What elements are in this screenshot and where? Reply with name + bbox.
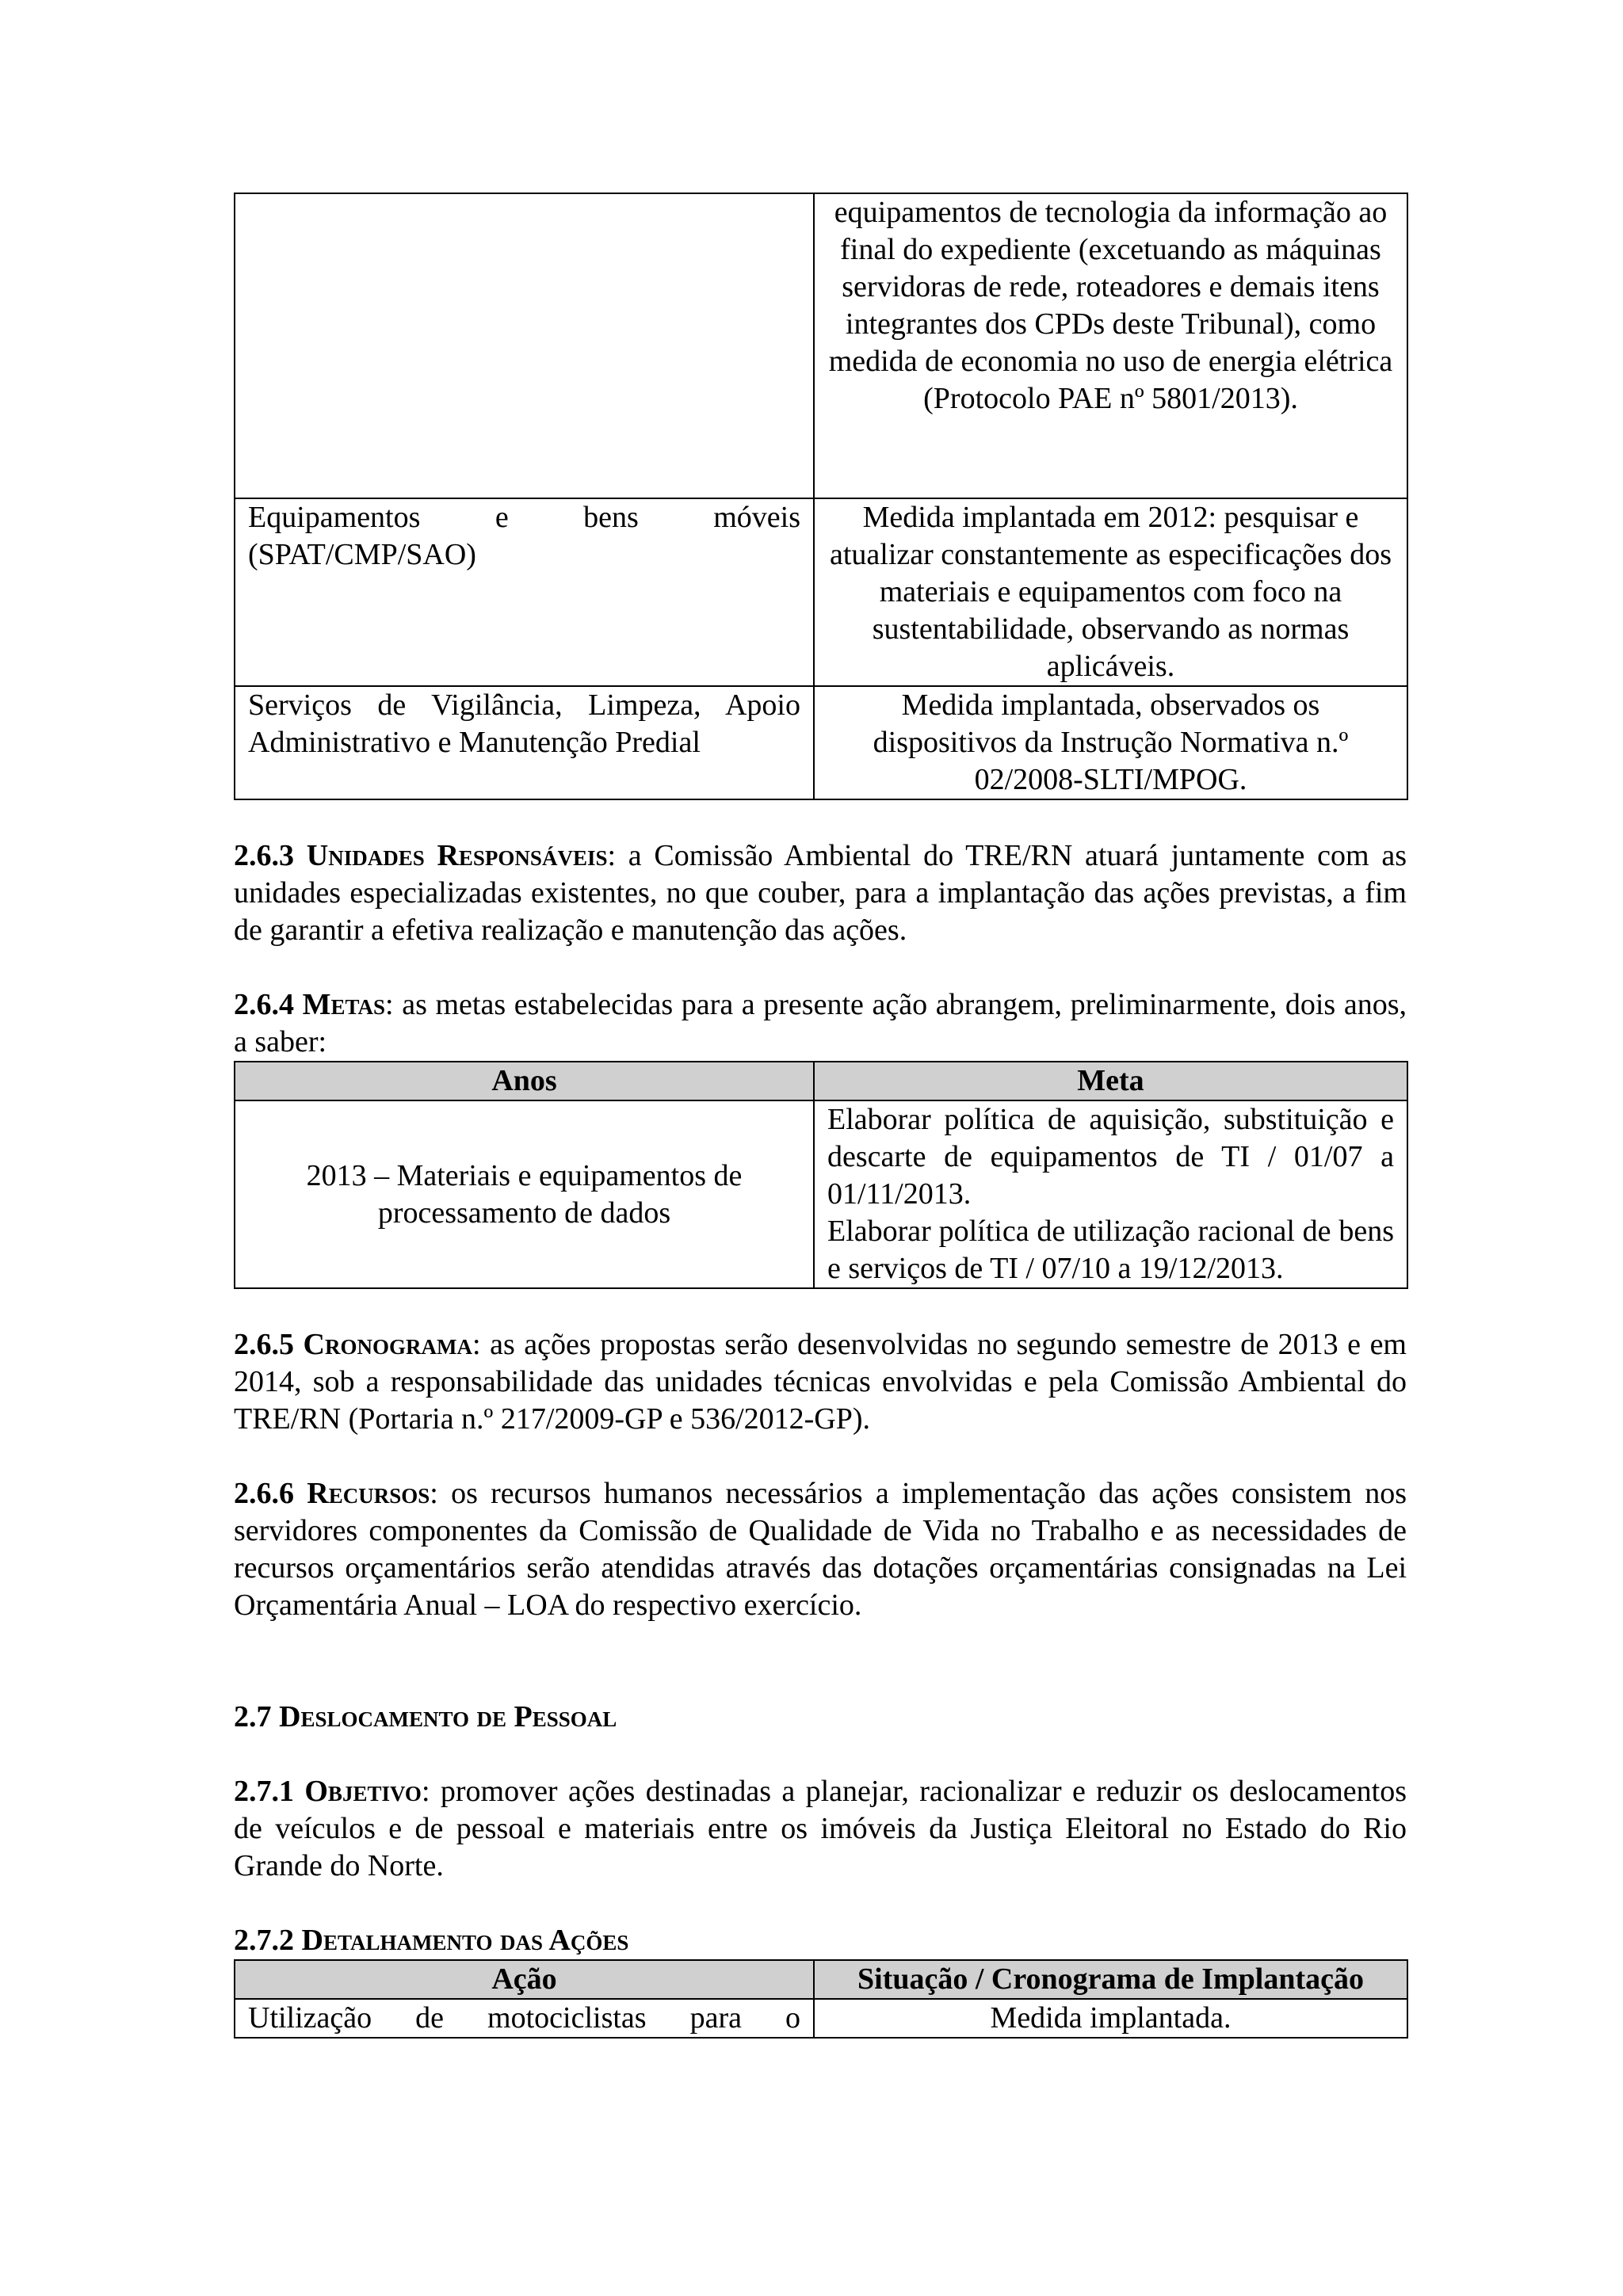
section-number: 2.7.2 bbox=[234, 1924, 294, 1957]
column-header: Ação bbox=[235, 1960, 814, 1999]
table-row bbox=[235, 498, 1407, 686]
measures-table bbox=[234, 193, 1408, 800]
table-row bbox=[235, 1999, 1407, 2038]
section-number: 2.6.3 bbox=[234, 839, 294, 872]
column-header: Situação / Cronograma de Implantação bbox=[814, 1960, 1407, 1999]
section-title: Unidades Responsáveis bbox=[306, 839, 608, 872]
section-2-7-2-heading bbox=[234, 1922, 1407, 1959]
table-row bbox=[235, 193, 1407, 498]
section-text: : promover ações destinadas a planejar, racionalizar e reduzir os deslocamentos de veículos e de pessoal e materiais entre os imóveis da Justiça Eleitoral no Estado do Rio Grande do Norte. bbox=[234, 1775, 1407, 1882]
section-title: Recursos bbox=[307, 1477, 430, 1510]
goal-item: Elaborar política de aquisição, substituição e descarte de equipamentos de TI / 01/07 a 01/11/2013. bbox=[827, 1103, 1394, 1211]
table-cell bbox=[814, 1100, 1407, 1288]
table-cell: 2013 – Materiais e equipamentos de processamento de dados bbox=[235, 1100, 814, 1288]
table-cell bbox=[235, 193, 814, 498]
section-text: : a Comissão Ambiental do TRE/RN atuará juntamente com as unidades especializadas existentes, no que couber, para a implantação das ações previstas, a fim de garantir a efetiva realização e manutenção das ações. bbox=[234, 839, 1407, 947]
table-cell: equipamentos de tecnologia da informação ao final do expediente (excetuando as máquinas servidoras de rede, roteadores e demais itens integrantes dos CPDs deste Tribunal), como medida de economia no uso de energia elétrica (Protocolo PAE nº 5801/2013). bbox=[814, 193, 1407, 498]
table-cell: Serviços de Vigilância, Limpeza, Apoio Administrativo e Manutenção Predial bbox=[235, 686, 814, 799]
column-header: Meta bbox=[814, 1062, 1407, 1100]
table-row bbox=[235, 1100, 1407, 1288]
cell-text: Equipamentos e bens móveis (SPAT/CMP/SAO) bbox=[248, 501, 800, 571]
column-header: Anos bbox=[235, 1062, 814, 1100]
section-text: : os recursos humanos necessários a implementação das ações consistem nos servidores componentes da Comissão de Qualidade de Vida no Trabalho e as necessidades de recursos orçamentários serão atendidas através das dotações orçamentárias consignadas na Lei Orçamentária Anual – LOA do respectivo exercício. bbox=[234, 1477, 1407, 1622]
section-number: 2.7 bbox=[234, 1700, 272, 1733]
section-number: 2.6.6 bbox=[234, 1477, 294, 1510]
section-2-6-3 bbox=[234, 837, 1407, 949]
actions-table bbox=[234, 1959, 1408, 2039]
table-header-row bbox=[235, 1960, 1407, 1999]
section-2-6-5 bbox=[234, 1326, 1407, 1438]
section-number: 2.7.1 bbox=[234, 1775, 294, 1808]
goals-table bbox=[234, 1061, 1408, 1289]
section-2-6-6 bbox=[234, 1475, 1407, 1624]
section-number: 2.6.5 bbox=[234, 1328, 294, 1361]
section-2-7-1 bbox=[234, 1773, 1407, 1885]
goal-item: Elaborar política de utilização racional de bens e serviços de TI / 07/10 a 19/12/2013. bbox=[827, 1215, 1394, 1285]
table-cell: Utilização de motociclistas para o bbox=[235, 1999, 814, 2038]
table-cell bbox=[235, 498, 814, 686]
section-2-6-4 bbox=[234, 986, 1407, 1061]
section-text: : as metas estabelecidas para a presente ação abrangem, preliminarmente, dois anos, a saber: bbox=[234, 988, 1407, 1058]
section-title: Metas bbox=[302, 988, 386, 1021]
section-title: Deslocamento de Pessoal bbox=[279, 1700, 617, 1733]
table-header-row bbox=[235, 1062, 1407, 1100]
section-title: Objetivo bbox=[304, 1775, 422, 1808]
table-cell: Medida implantada, observados os dispositivos da Instrução Normativa n.º 02/2008-SLTI/MPOG. bbox=[814, 686, 1407, 799]
table-row bbox=[235, 686, 1407, 799]
table-cell: Medida implantada. bbox=[814, 1999, 1407, 2038]
section-title: Cronograma bbox=[303, 1328, 472, 1361]
section-number: 2.6.4 bbox=[234, 988, 294, 1021]
table-cell: Medida implantada em 2012: pesquisar e atualizar constantemente as especificações dos materiais e equipamentos com foco na sustentabilidade, observando as normas aplicáveis. bbox=[814, 498, 1407, 686]
section-text: : as ações propostas serão desenvolvidas no segundo semestre de 2013 e em 2014, sob a responsabilidade das unidades técnicas envolvidas e pela Comissão Ambiental do TRE/RN (Portaria n.º 217/2009-GP e 536/2012-GP). bbox=[234, 1328, 1407, 1436]
section-title: Detalhamento das Ações bbox=[301, 1924, 629, 1957]
document-page bbox=[234, 193, 1407, 2039]
section-2-7-heading bbox=[234, 1699, 1407, 1736]
